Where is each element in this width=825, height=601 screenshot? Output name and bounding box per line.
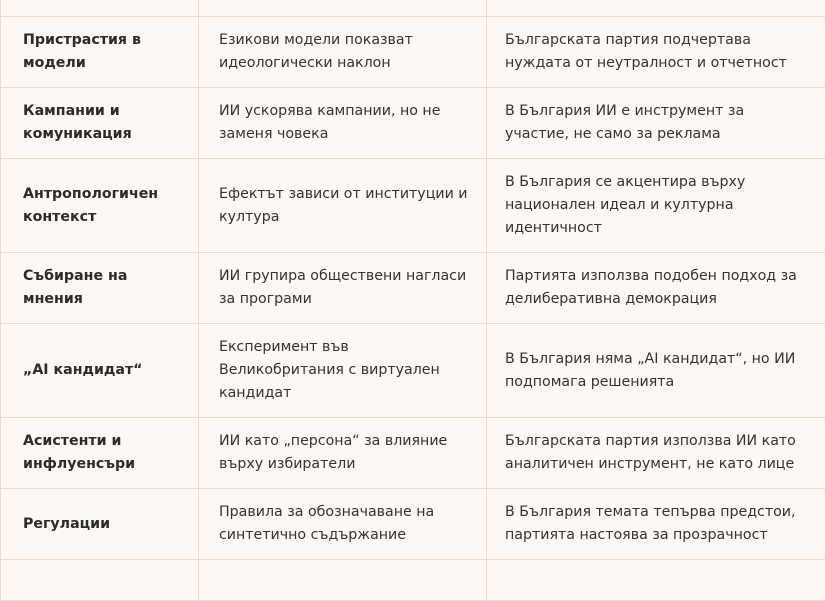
- topic-cell: Антропологичен контекст: [1, 159, 199, 253]
- bulgaria-cell: Българската партия използва ИИ като аналитичен инструмент, не като лице: [487, 418, 825, 489]
- topic-cell: Пристрастия в модели: [1, 17, 199, 88]
- bulgaria-cell: Партията използва подобен подход за делиберативна демокрация: [487, 253, 825, 324]
- world-cell: Ефектът зависи от институции и култура: [199, 159, 487, 253]
- table-row-cut-top: [1, 0, 825, 17]
- bulgaria-cell: В България темата тепърва предстои, партията настоява за прозрачност: [487, 489, 825, 560]
- table-row: [1, 88, 825, 159]
- table-row: [1, 253, 825, 324]
- table-cell: [487, 560, 825, 601]
- topic-cell: Кампании и комуникация: [1, 88, 199, 159]
- world-cell: ИИ като „персона“ за влияние върху избиратели: [199, 418, 487, 489]
- table-row: [1, 489, 825, 560]
- table-cell: [199, 560, 487, 601]
- world-cell: ИИ ускорява кампании, но не заменя човека: [199, 88, 487, 159]
- table-row-cut-bottom: [1, 560, 825, 601]
- topic-cell: Асистенти и инфлуенсъри: [1, 418, 199, 489]
- bulgaria-cell: В България ИИ е инструмент за участие, не само за реклама: [487, 88, 825, 159]
- table-row: [1, 418, 825, 489]
- topic-cell: „AI кандидат“: [1, 324, 199, 418]
- table-cell: [1, 0, 199, 17]
- table-cell: [199, 0, 487, 17]
- bulgaria-cell: В България няма „AI кандидат“, но ИИ подпомага решенията: [487, 324, 825, 418]
- world-cell: Езикови модели показват идеологически наклон: [199, 17, 487, 88]
- table-row: [1, 159, 825, 253]
- topic-cell: Регулации: [1, 489, 199, 560]
- bulgaria-cell: Българската партия подчертава нуждата от неутралност и отчетност: [487, 17, 825, 88]
- world-cell: Правила за обозначаване на синтетично съдържание: [199, 489, 487, 560]
- world-cell: Експеримент във Великобритания с виртуален кандидат: [199, 324, 487, 418]
- topic-cell: Събиране на мнения: [1, 253, 199, 324]
- table-cell: [487, 0, 825, 17]
- table-cell: [1, 560, 199, 601]
- bulgaria-cell: В България се акцентира върху национален идеал и културна идентичност: [487, 159, 825, 253]
- table-row: [1, 17, 825, 88]
- world-cell: ИИ групира обществени нагласи за програми: [199, 253, 487, 324]
- table-row: [1, 324, 825, 418]
